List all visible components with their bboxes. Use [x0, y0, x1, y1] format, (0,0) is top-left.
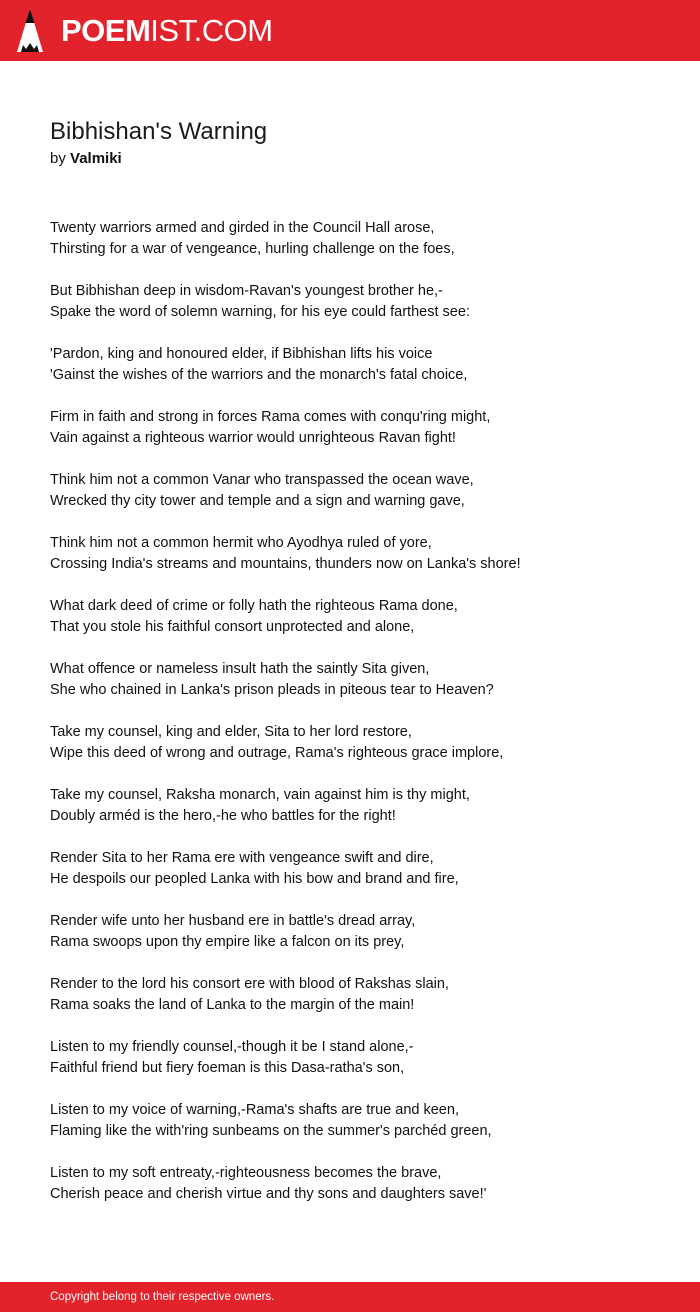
byline: [50, 148, 122, 170]
poem-line: Faithful friend but fiery foeman is this Dasa-ratha's son,: [50, 1060, 405, 1076]
by-label: by: [50, 150, 66, 167]
poem-line: 'Gainst the wishes of the warriors and the monarch's fatal choice,: [50, 367, 468, 383]
logo-bold-text: POEM: [61, 13, 151, 48]
poem-line: Vain against a righteous warrior would unrighteous Ravan fight!: [50, 430, 456, 446]
poem-stanza: [50, 911, 670, 953]
poem-stanza: [50, 722, 670, 764]
poem-line: Render Sita to her Rama ere with vengeance swift and dire,: [50, 850, 434, 866]
poem-stanza: [50, 470, 670, 512]
poem-line: What dark deed of crime or folly hath the righteous Rama done,: [50, 598, 458, 614]
poem-line: Flaming like the with'ring sunbeams on the summer's parchéd green,: [50, 1123, 492, 1139]
poem-line: Rama soaks the land of Lanka to the margin of the main!: [50, 997, 415, 1013]
poem-line: Take my counsel, king and elder, Sita to her lord restore,: [50, 724, 412, 740]
poem-line: Listen to my friendly counsel,-though it be I stand alone,-: [50, 1039, 414, 1055]
poem-line: Twenty warriors armed and girded in the Council Hall arose,: [50, 220, 435, 236]
poem-stanza: [50, 848, 670, 890]
poem-line: Cherish peace and cherish virtue and thy sons and daughters save!': [50, 1186, 487, 1202]
poem-stanza: [50, 218, 670, 260]
poem-line: But Bibhishan deep in wisdom-Ravan's youngest brother he,-: [50, 283, 443, 299]
poem-line: Render wife unto her husband ere in battle's dread array,: [50, 913, 416, 929]
poem-line: Rama swoops upon thy empire like a falcon on its prey,: [50, 934, 405, 950]
poem-body: [50, 218, 670, 1226]
poem-line: Render to the lord his consort ere with blood of Rakshas slain,: [50, 976, 449, 992]
logo-light-text: IST.COM: [150, 13, 273, 48]
poem-stanza: [50, 974, 670, 1016]
site-header: [0, 0, 700, 61]
poem-line: Wrecked thy city tower and temple and a sign and warning gave,: [50, 493, 465, 509]
author-name: Valmiki: [70, 150, 122, 167]
poem-line: What offence or nameless insult hath the saintly Sita given,: [50, 661, 430, 677]
poem-line: Crossing India's streams and mountains, thunders now on Lanka's shore!: [50, 556, 521, 572]
poem-line: Spake the word of solemn warning, for his eye could farthest see:: [50, 304, 470, 320]
poem-line: Listen to my voice of warning,-Rama's shafts are true and keen,: [50, 1102, 459, 1118]
poem-stanza: [50, 659, 670, 701]
pencil-logo-icon[interactable]: [16, 8, 44, 54]
poem-line: 'Pardon, king and honoured elder, if Bibhishan lifts his voice: [50, 346, 433, 362]
poem-stanza: [50, 1100, 670, 1142]
poem-line: That you stole his faithful consort unprotected and alone,: [50, 619, 415, 635]
poem-line: Listen to my soft entreaty,-righteousness becomes the brave,: [50, 1165, 442, 1181]
copyright-notice: Copyright belong to their respective owners.: [50, 1291, 275, 1303]
poem-line: Thirsting for a war of vengeance, hurling challenge on the foes,: [50, 241, 455, 257]
poem-line: Take my counsel, Raksha monarch, vain against him is thy might,: [50, 787, 470, 803]
poem-line: Think him not a common Vanar who transpassed the ocean wave,: [50, 472, 474, 488]
poem-line: Think him not a common hermit who Ayodhya ruled of yore,: [50, 535, 432, 551]
poem-stanza: [50, 1037, 670, 1079]
poem-line: He despoils our peopled Lanka with his bow and brand and fire,: [50, 871, 459, 887]
poem-stanza: [50, 281, 670, 323]
poem-stanza: [50, 533, 670, 575]
poem-title: Bibhishan's Warning: [50, 118, 268, 145]
poem-stanza: [50, 407, 670, 449]
poem-line: Firm in faith and strong in forces Rama comes with conqu'ring might,: [50, 409, 491, 425]
poem-stanza: [50, 785, 670, 827]
poem-line: Doubly arméd is the hero,-he who battles for the right!: [50, 808, 396, 824]
site-logo[interactable]: [61, 11, 273, 51]
poem-line: She who chained in Lanka's prison pleads in piteous tear to Heaven?: [50, 682, 494, 698]
poem-stanza: [50, 344, 670, 386]
poem-line: Wipe this deed of wrong and outrage, Rama's righteous grace implore,: [50, 745, 504, 761]
poem-stanza: [50, 596, 670, 638]
site-footer: [0, 1282, 700, 1312]
poem-stanza: [50, 1163, 670, 1205]
